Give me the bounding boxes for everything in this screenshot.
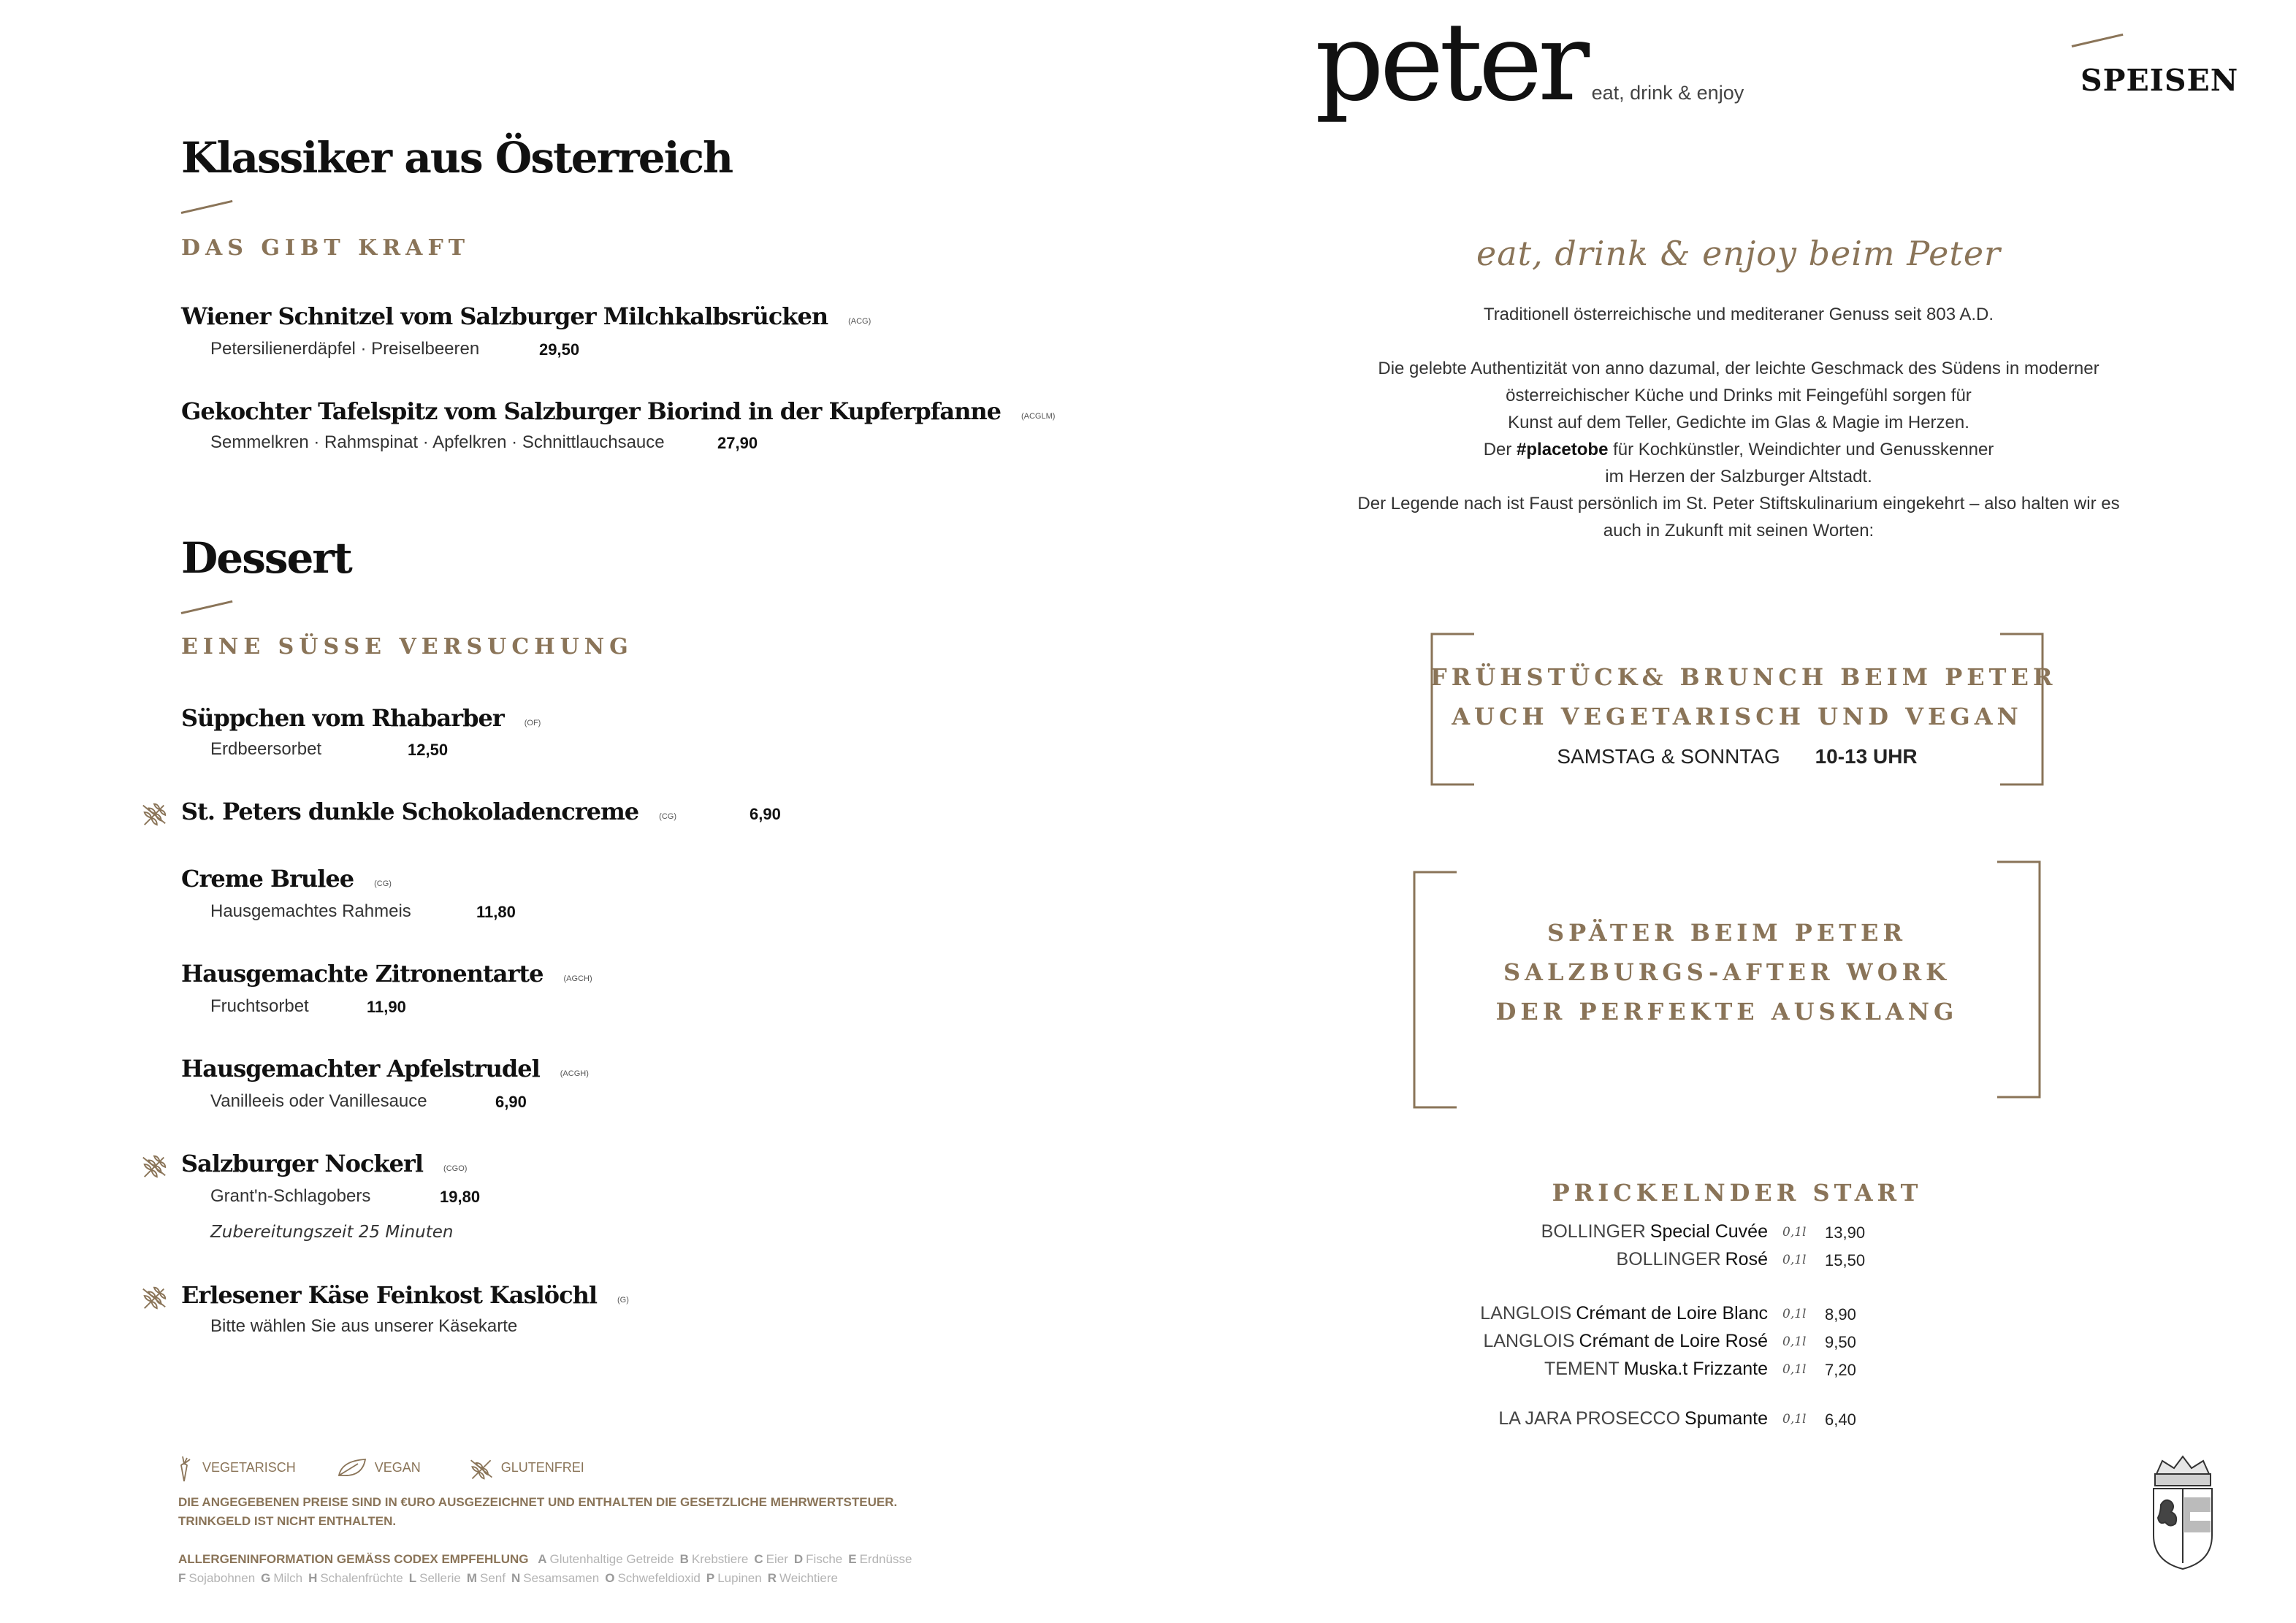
menu-item <box>181 865 392 893</box>
drink-producer: BOLLINGER <box>1616 1249 1721 1269</box>
allergen-code: E <box>848 1552 857 1566</box>
brunch-days: SAMSTAG & SONNTAG <box>1557 745 1780 768</box>
drink-volume: 0,1l <box>1782 1412 1807 1427</box>
price-note <box>178 1493 897 1531</box>
allergen-label: Sesamsamen <box>523 1571 600 1585</box>
intro-paragraph-line: auch in Zukunft mit seinen Worten: <box>1603 521 1874 541</box>
item-price: 6,90 <box>749 805 781 823</box>
drink-name: Muska.t Frizzante <box>1623 1359 1768 1379</box>
intro-line: Traditionell österreichische und mediteraner Genuss seit 803 A.D. <box>1483 305 1994 324</box>
item-price: 11,80 <box>476 903 516 921</box>
allergen-label: Glutenhaltige Getreide <box>549 1552 674 1566</box>
drink-price: 13,90 <box>1825 1223 1866 1242</box>
drink-name: Crémant de Loire Rosé <box>1579 1331 1768 1351</box>
item-desc: Hausgemachtes Rahmeis 11,80 <box>210 901 516 921</box>
afterwork-line-1: SPÄTER BEIM PETER <box>1546 919 1907 947</box>
menu-item <box>181 397 1055 425</box>
dessert-subtitle: EINE SÜSSE VERSUCHUNG <box>181 634 633 660</box>
allergen-label: Schalenfrüchte <box>320 1571 403 1585</box>
allergen-info <box>178 1550 912 1588</box>
item-allergen: (ACG) <box>848 316 872 326</box>
allergen-label: Senf <box>480 1571 506 1585</box>
item-name: Süppchen vom Rhabarber <box>181 704 504 732</box>
item-name: Erlesener Käse Feinkost Kaslöchl <box>181 1281 597 1309</box>
allergen-label: Sellerie <box>419 1571 461 1585</box>
item-price: 6,90 <box>495 1093 527 1111</box>
allergen-label: Krebstiere <box>691 1552 749 1566</box>
intro-paragraph-line: Der #placetobe für Kochkünstler, Weindichter und Genusskenner <box>1483 440 1994 459</box>
menu-item <box>181 704 541 732</box>
legend-vegetarian: VEGETARISCH <box>202 1459 296 1475</box>
menu-item <box>181 1281 629 1309</box>
drink-producer: LA JARA PROSECCO <box>1498 1408 1681 1429</box>
allergen-code: C <box>754 1552 763 1566</box>
drink-label <box>1541 1221 1768 1242</box>
drink-label <box>1483 1331 1768 1352</box>
drinks-title: PRICKELNDER START <box>1552 1179 1923 1207</box>
intro-paragraph-line: Der Legende nach ist Faust persönlich im St. Peter Stiftskulinarium eingekehrt – also halten wir es <box>1357 494 2120 513</box>
allergen-code: H <box>308 1571 318 1585</box>
logo-wordmark: peter <box>1315 0 1586 125</box>
menu-item <box>181 1150 467 1177</box>
afterwork-line-2: SALZBURGS-AFTER WORK <box>1503 958 1950 986</box>
item-desc: Vanilleeis oder Vanillesauce 6,90 <box>210 1091 527 1111</box>
item-desc: Fruchtsorbet 11,90 <box>210 996 406 1016</box>
item-allergen: (ACGH) <box>560 1069 589 1078</box>
section-label: SPEISEN <box>2080 63 2239 98</box>
intro-paragraph-line: Die gelebte Authentizität von anno dazumal, der leichte Geschmack des Südens in moderner <box>1378 359 2099 378</box>
drink-volume: 0,1l <box>1782 1307 1807 1321</box>
dessert-title: Dessert <box>181 533 351 583</box>
item-allergen: (OF) <box>524 718 541 728</box>
drink-producer: BOLLINGER <box>1541 1221 1646 1242</box>
brunch-time: 10-13 UHR <box>1815 745 1918 768</box>
allergen-line-2 <box>178 1569 912 1588</box>
intro-paragraph <box>1330 355 2148 544</box>
allergen-code: B <box>679 1552 689 1566</box>
drink-volume: 0,1l <box>1782 1253 1807 1267</box>
allergen-label: Milch <box>273 1571 303 1585</box>
drink-price: 9,50 <box>1825 1333 1856 1351</box>
logo-tagline: eat, drink & enjoy <box>1591 82 1744 104</box>
drink-name: Special Cuvée <box>1649 1221 1768 1242</box>
drink-name: Spumante <box>1685 1408 1768 1429</box>
carrot-icon <box>178 1454 196 1483</box>
brand-logo <box>1315 0 1744 124</box>
klassiker-title: Klassiker aus Österreich <box>181 133 733 183</box>
wheat-icon <box>140 1151 168 1180</box>
allergen-code: G <box>261 1571 271 1585</box>
item-price: 29,50 <box>539 340 580 359</box>
allergen-code: F <box>178 1571 186 1585</box>
legend-glutenfree: GLUTENFREI <box>500 1459 584 1475</box>
allergen-code: M <box>466 1571 478 1585</box>
allergen-label: Eier <box>766 1552 788 1566</box>
legend-vegan: VEGAN <box>374 1459 421 1475</box>
allergen-code: A <box>538 1552 547 1566</box>
allergen-line-1 <box>178 1550 912 1569</box>
item-allergen: (CG) <box>374 879 392 888</box>
item-name: Wiener Schnitzel vom Salzburger Milchkalbsrücken <box>181 302 828 330</box>
allergen-label: Fische <box>806 1552 843 1566</box>
item-desc: Erdbeersorbet 12,50 <box>210 739 449 759</box>
item-name: Creme Brulee <box>181 865 354 893</box>
drink-price: 6,40 <box>1825 1410 1856 1429</box>
allergen-code: D <box>793 1552 804 1566</box>
item-price: 19,80 <box>440 1188 481 1206</box>
menu-item <box>181 798 781 825</box>
item-allergen: (CG) <box>659 812 676 821</box>
price-note-line-2: TRINKGELD IST NICHT ENTHALTEN. <box>178 1514 397 1528</box>
allergen-heading: ALLERGENINFORMATION GEMÄSS CODEX EMPFEHLUNG <box>178 1552 529 1566</box>
allergen-label: Schwefeldioxid <box>617 1571 701 1585</box>
drink-name: Rosé <box>1725 1249 1768 1269</box>
item-desc: Semmelkren · Rahmspinat · Apfelkren · Schnittlauchsauce 27,90 <box>210 432 758 452</box>
item-name: Hausgemachte Zitronentarte <box>181 960 544 988</box>
klassiker-rule <box>181 200 233 214</box>
drink-price: 8,90 <box>1825 1305 1856 1324</box>
drink-item <box>1446 1331 2031 1356</box>
wheat-icon <box>140 1283 168 1312</box>
drink-price: 7,20 <box>1825 1361 1856 1379</box>
salzburg-crest-icon <box>2148 1454 2218 1570</box>
allergen-code: L <box>408 1571 417 1585</box>
item-note: Zubereitungszeit 25 Minuten <box>210 1223 454 1242</box>
menu-item <box>181 1055 589 1082</box>
menu-item <box>181 302 871 330</box>
drink-label <box>1617 1249 1768 1270</box>
klassiker-subtitle: DAS GIBT KRAFT <box>181 235 470 261</box>
drink-item <box>1446 1408 2031 1433</box>
diet-legend <box>178 1454 584 1483</box>
intro-paragraph-line: österreichischer Küche und Drinks mit Feingefühl sorgen für <box>1506 386 1972 405</box>
item-desc: Grant'n-Schlagobers 19,80 <box>210 1186 481 1206</box>
brunch-hours <box>1430 745 2044 768</box>
allergen-code: R <box>767 1571 777 1585</box>
item-name: Salzburger Nockerl <box>181 1150 424 1177</box>
intro-paragraph-line: im Herzen der Salzburger Altstadt. <box>1605 467 1872 486</box>
drink-producer: TEMENT <box>1544 1359 1620 1379</box>
drink-producer: LANGLOIS <box>1483 1331 1575 1351</box>
drink-label <box>1544 1359 1768 1380</box>
drink-label <box>1480 1303 1768 1324</box>
intro-paragraph-line: Kunst auf dem Teller, Gedichte im Glas & Magie im Herzen. <box>1508 413 1969 432</box>
hashtag: #placetobe <box>1517 440 1609 459</box>
item-desc: Bitte wählen Sie aus unserer Käsekarte <box>210 1316 518 1336</box>
wheat-icon <box>140 799 168 828</box>
drink-item <box>1446 1221 2031 1246</box>
allergen-code: O <box>605 1571 615 1585</box>
item-name: Gekochter Tafelspitz vom Salzburger Biorind in der Kupferpfanne <box>181 397 1001 425</box>
drink-producer: LANGLOIS <box>1480 1303 1572 1324</box>
afterwork-line-3: DER PERFEKTE AUSKLANG <box>1495 998 1959 1026</box>
drink-item <box>1446 1359 2031 1383</box>
allergen-label: Lupinen <box>717 1571 762 1585</box>
drink-item <box>1446 1303 2031 1328</box>
allergen-label: Sojabohnen <box>188 1571 256 1585</box>
drink-name: Crémant de Loire Blanc <box>1576 1303 1768 1324</box>
item-price: 12,50 <box>408 741 449 759</box>
allergen-code: P <box>706 1571 715 1585</box>
drink-label <box>1498 1408 1768 1429</box>
item-name: St. Peters dunkle Schokoladencreme <box>181 798 639 825</box>
script-title: eat, drink & enjoy beim Peter <box>1476 234 2002 273</box>
brunch-line-1: FRÜHSTÜCK& BRUNCH BEIM PETER <box>1430 663 2057 691</box>
price-note-line-1: DIE ANGEGEBENEN PREISE SIND IN €URO AUSGEZEICHNET UND ENTHALTEN DIE GESETZLICHE MEHRWERTSTEUER. <box>178 1495 898 1509</box>
item-allergen: (CGO) <box>443 1164 468 1173</box>
menu-item <box>181 960 592 988</box>
speisen-rule <box>2072 34 2124 47</box>
item-name: Hausgemachter Apfelstrudel <box>181 1055 540 1082</box>
item-allergen: (AGCH) <box>563 974 592 983</box>
item-price: 27,90 <box>717 434 758 452</box>
allergen-code: N <box>511 1571 521 1585</box>
dessert-rule <box>181 600 233 614</box>
drink-volume: 0,1l <box>1782 1362 1807 1377</box>
drink-volume: 0,1l <box>1782 1225 1807 1240</box>
wheat-icon <box>468 1455 495 1481</box>
drink-price: 15,50 <box>1825 1251 1866 1269</box>
drink-item <box>1446 1249 2031 1274</box>
item-allergen: (ACGLM) <box>1021 411 1056 421</box>
item-price: 11,90 <box>367 998 406 1016</box>
brunch-line-2: AUCH VEGETARISCH UND VEGAN <box>1452 703 2023 730</box>
leaf-icon <box>336 1456 368 1480</box>
item-desc: Petersilienerdäpfel · Preiselbeeren 29,50 <box>210 339 580 359</box>
item-allergen: (G) <box>617 1295 629 1305</box>
drink-volume: 0,1l <box>1782 1334 1807 1349</box>
allergen-label: Erdnüsse <box>859 1552 912 1566</box>
allergen-label: Weichtiere <box>779 1571 838 1585</box>
